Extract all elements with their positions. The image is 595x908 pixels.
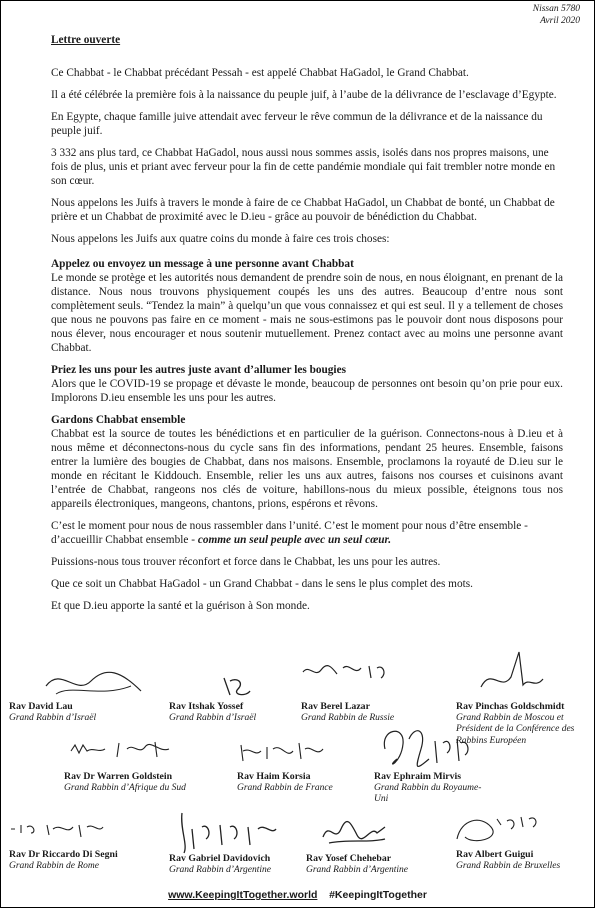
signature-image-lazar: [299, 658, 389, 684]
signatory-name: Rav Albert Guigui: [456, 849, 534, 860]
intro-paragraph: Il a été célébrée la première fois à la naissance du peuple juif, à l’aube de la délivrance de l’esclavage d’Egypte.: [51, 89, 557, 101]
section-title: Appelez ou envoyez un message à une personne avant Chabbat: [51, 258, 354, 270]
date-block: [533, 3, 580, 27]
footer-hashtag: #KeepingItTogether: [329, 889, 427, 901]
closing-paragraph: Que ce soit un Chabbat HaGadol - un Grand Chabbat - dans le sens le plus complet des mots.: [51, 578, 473, 590]
signature-image-lau: [41, 656, 151, 701]
signatory-title: Grand Rabbin d’Argentine: [306, 864, 409, 875]
footer: [1, 889, 594, 901]
signatory-name: Rav Ephraim Mirvis: [374, 771, 462, 782]
signatory: [9, 849, 118, 872]
signature-image-chehebar: [319, 817, 389, 847]
signatory: [9, 701, 96, 724]
signatory: [169, 853, 271, 876]
signatory-name: Rav Gabriel Davidovich: [169, 853, 271, 864]
intro-paragraph: 3 332 ans plus tard, ce Chabbat HaGadol, nous aussi nous sommes assis, isolés dans nos propres maisons, une fois de plus, unis et priant avec ferveur pour la fin de cette pandémie mondiale qui fait trembler notre monde en son cœur.: [51, 147, 556, 187]
signatory: [374, 771, 484, 806]
section-text: Chabbat est la source de toutes les bénédictions et en particulier de la guérison. Connectons-nous à D.ieu et à nous même et déconnectons-nous du cycle sans fin des informations, pendant 25 heures. Ensemble, faisons entrer la lumière des bougies de Chabbat, dans nos maisons. Ensemble, proclamons la royauté de D.ieu sur le monde en récitant le Kiddouch. Ensemble, relier les uns aux autres, faisons nos courses et cuisinons avant l’entrée de Chabbat, rangeons nos clés de voiture, habillons-nous du mieux possible, éteignons tous nos appareils électroniques, mangeons, chantons, prions, espérons et rêvons.: [51, 428, 563, 510]
section-text: Le monde se protège et les autorités nous demandent de prendre soin de nous, en nous éloignant, en prenant de la distance. Nous nous trouvons physiquement coupés les uns des autres. Beaucoup d’entre nous sont complètement seuls. “Tendez la main” à quelqu’un que vous connaissez et qui est seul. Il y a tellement de choses que nous ne pouvons pas faire en ce moment - mais ne sous-estimons pas le pouvoir dont nous disposons pour nous élever, nous encourager et nous soutenir mutuellement. Prenez contact avec au moins une personne avant Chabbat.: [51, 272, 563, 354]
signatory-title: Grand Rabbin d’Afrique du Sud: [64, 782, 186, 793]
intro-paragraph: Nous appelons les Juifs aux quatre coins du monde à faire ces trois choses:: [51, 233, 390, 245]
signatory-title: Grand Rabbin de France: [237, 782, 333, 793]
signatory: [306, 853, 408, 876]
closing-paragraph: [51, 519, 563, 547]
signatory: [456, 701, 591, 747]
hebrew-date: Nissan 5780: [532, 4, 580, 14]
signatory-name: Rav Itshak Yossef: [169, 701, 244, 712]
signatory-title: Grand Rabbin d’Argentine: [169, 864, 272, 875]
intro-paragraph: En Egypte, chaque famille juive attendait avec ferveur le rêve commun de la délivrance et de la naissance du peuple juif.: [51, 111, 543, 137]
section-text: Alors que le COVID-19 se propage et dévaste le monde, beaucoup de personnes ont besoin qu’on prie pour eux. Implorons D.ieu ensemble les uns pour les autres.: [51, 378, 563, 404]
letter-heading: Lettre ouverte: [51, 34, 121, 46]
letter-body: [51, 33, 563, 621]
signatory-title: Grand Rabbin d’Israël: [169, 712, 257, 723]
signatory-name: Rav Haim Korsia: [237, 771, 311, 782]
signatory-name: Rav David Lau: [9, 701, 73, 712]
signatory: [64, 771, 186, 794]
intro-paragraph: Ce Chabbat - le Chabbat précédant Pessah - est appelé Chabbat HaGadol, le Grand Chabbat.: [51, 67, 469, 79]
intro-paragraph: Nous appelons les Juifs à travers le monde à faire de ce Chabbat HaGadol, un Chabbat de bonté, un Chabbat de prière et un Chabbat de proximité avec le D.ieu - grâce au pouvoir de bénédiction du Chabbat.: [51, 197, 555, 223]
section-title: Gardons Chabbat ensemble: [51, 414, 186, 426]
closing-text: C’est le moment pour nous de nous rassembler dans l’unité. C’est le moment pour nous d’être ensemble - d’accueillir Chabbat ensemble -: [51, 520, 528, 546]
signatory-title: Grand Rabbin de Russie: [301, 712, 395, 723]
closing-paragraph: Puissions-nous tous trouver réconfort et force dans le Chabbat, les uns pour les autres.: [51, 556, 441, 568]
signature-image-guigui: [451, 811, 541, 847]
footer-link[interactable]: www.KeepingItTogether.world: [168, 889, 318, 901]
signature-image-korsia: [237, 737, 327, 765]
signature-image-goldschmidt: [471, 647, 551, 697]
signatory-name: Rav Pinchas Goldschmidt: [456, 701, 565, 712]
signatory-title: Grand Rabbin de Rome: [9, 860, 99, 871]
signatory: [456, 849, 560, 872]
closing-emphasis: comme un seul peuple avec un seul cœur.: [197, 534, 392, 546]
signature-image-yossef: [216, 673, 256, 701]
signatory-title: Grand Rabbin de Moscou et Président de la Conférence des Rabbins Européen: [456, 712, 575, 746]
signature-image-goldstein: [69, 739, 179, 761]
signatory-title: Grand Rabbin de Bruxelles: [456, 860, 561, 871]
signatory-name: Rav Yosef Chehebar: [306, 853, 392, 864]
gregorian-date: Avril 2020: [540, 16, 580, 26]
signatory-title: Grand Rabbin d’Israël: [9, 712, 97, 723]
signatory-name: Rav Dr Riccardo Di Segni: [9, 849, 118, 860]
signature-image-disegni: [7, 817, 107, 841]
signature-image-davidovich: [176, 809, 286, 855]
closing-paragraph: Et que D.ieu apporte la santé et la guérison à Son monde.: [51, 600, 310, 612]
signatory-title: Grand Rabbin du Royaume-Uni: [374, 782, 482, 804]
signatory-name: Rav Berel Lazar: [301, 701, 370, 712]
signatory-name: Rav Dr Warren Goldstein: [64, 771, 173, 782]
signatory: [237, 771, 333, 794]
signatory: [169, 701, 256, 724]
section-title: Priez les uns pour les autres juste avant d’allumer les bougies: [51, 364, 346, 376]
signatory: [301, 701, 394, 724]
